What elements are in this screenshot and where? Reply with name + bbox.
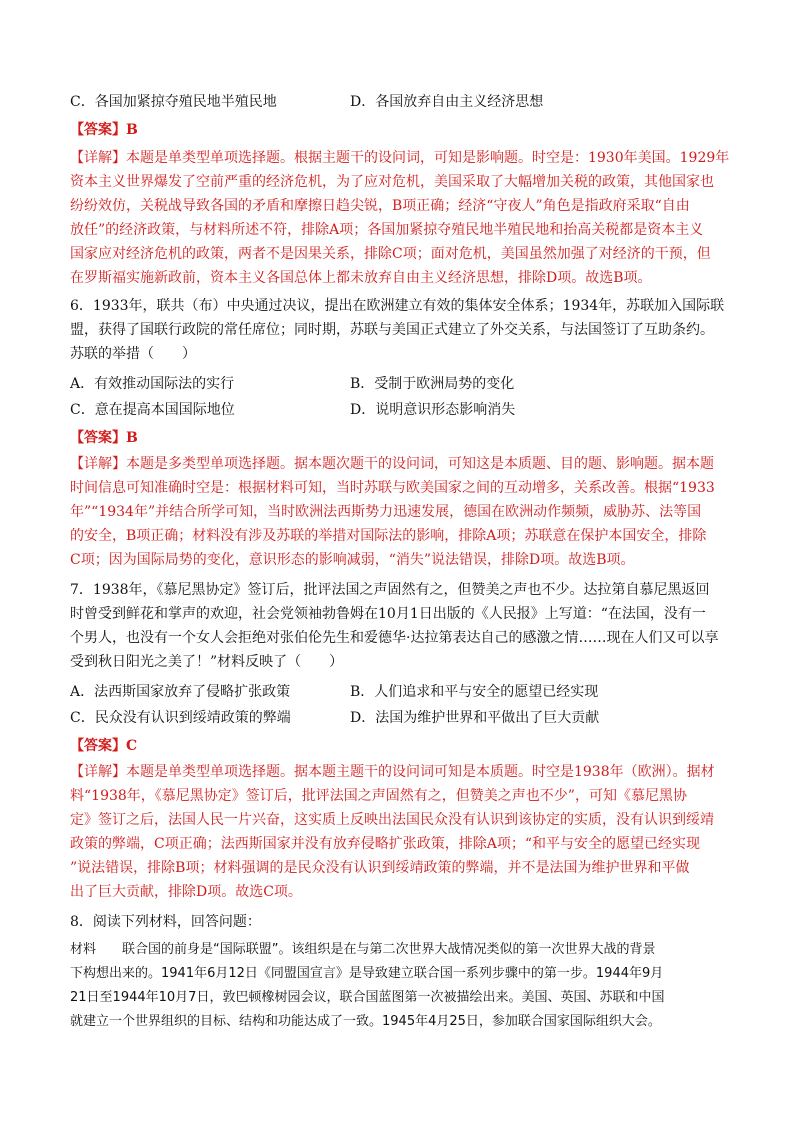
q5-detail-line: 纷纷效仿，关税战导致各国的矛盾和摩擦日趋尖锐，B项正确；经济“守夜人”角色是指政府采取“自由 xyxy=(70,198,690,214)
q5-detail-line: 放任”的经济政策，与材料所述不符，排除A项；各国加紧掠夺殖民地半殖民地和抬高关税都是资本主义 xyxy=(70,222,704,238)
q7-stem-line: 时曾受到鲜花和掌声的欢迎，社会党领袖勃鲁姆在10月1日出版的《人民报》上写道：“在法国，没有一 xyxy=(70,606,706,622)
q7-options-row xyxy=(70,708,730,728)
q7-detail-line: 定》签订之后，法国人民一片兴奋，这实质上反映出法国民众没有认识到该协定的实质，没有认识到绥靖 xyxy=(70,812,714,828)
q7-option-b: B．人们追求和平与安全的愿望已经实现 xyxy=(350,684,599,700)
q7-option-d: D．法国为维护世界和平做出了巨大贡献 xyxy=(350,710,600,726)
q7-detail-line: 政策的弊端，C项正确；法西斯国家并没有放弃侵略扩张政策，排除A项；“和平与安全的愿望已经实现 xyxy=(70,836,700,852)
q8-material-line: 就建立一个世界组织的目标、结构和功能达成了一致。1945年4月25日，参加联合国家国际组织大会。 xyxy=(70,1014,661,1029)
q7-detail-line: 出了巨大贡献，排除D项。故选C项。 xyxy=(70,884,302,900)
q8-material-line: 21日至1944年10月7日，敦巴顿橡树园会议，联合国蓝图第一次被描绘出来。美国、英国、苏联和中国 xyxy=(70,990,665,1005)
q8-material-line: 材料 联合国的前身是“国际联盟”。该组织是在与第二次世界大战情况类似的第一次世界大战的背景 xyxy=(70,942,656,957)
q5-answer: 【答案】B xyxy=(70,122,138,138)
q7-options-row xyxy=(70,682,730,702)
q6-detail-line: 年”“1934年”并结合所学可知，当时欧洲法西斯势力迅速发展，德国在欧洲动作频频，威胁苏、法等国 xyxy=(70,504,702,520)
q7-stem-line: 个男人，也没有一个女人会拒绝对张伯伦先生和爱德华·达拉第表达自己的感激之情……现在人们又可以享 xyxy=(70,630,719,646)
q6-option-d: D．说明意识形态影响消失 xyxy=(350,402,516,418)
q5-detail-line: 国家应对经济危机的政策，两者不是因果关系，排除C项；面对危机，美国虽然加强了对经济的干预，但 xyxy=(70,246,711,262)
q5-option-c: C．各国加紧掠夺殖民地半殖民地 xyxy=(70,94,277,110)
q7-detail-line: ”说法错误，排除B项；材料强调的是民众没有认识到绥靖政策的弊端，并不是法国为维护世界和平做 xyxy=(70,860,690,876)
q6-option-c: C．意在提高本国国际地位 xyxy=(70,402,235,418)
q5-detail-line: 在罗斯福实施新政前，资本主义各国总体上都未放弃自由主义经济思想，排除D项。故选B项。 xyxy=(70,270,652,286)
q6-detail-line: 时间信息可知准确时空是：根据材料可知，当时苏联与欧美国家之间的互动增多，关系改善。根据“1933 xyxy=(70,480,715,496)
q7-option-a: A．法西斯国家放弃了侵略扩张政策 xyxy=(70,684,291,700)
q6-answer: 【答案】B xyxy=(70,430,138,446)
q6-option-a: A．有效推动国际法的实行 xyxy=(70,376,235,392)
q6-options-row xyxy=(70,400,730,420)
q6-stem-line: 苏联的举措（ ） xyxy=(70,346,196,362)
q6-option-b: B．受制于欧洲局势的变化 xyxy=(350,376,515,392)
q7-option-c: C．民众没有认识到绥靖政策的弊端 xyxy=(70,710,291,726)
q5-options-row xyxy=(70,92,730,112)
q8-stem: 8．阅读下列材料，回答问题： xyxy=(70,914,261,930)
q8-material-line: 下构想出来的。1941年6月12日《同盟国宣言》是导致建立联合国一系列步骤中的第一步。1944年9月 xyxy=(70,966,664,981)
q7-detail-line: 料“1938年，《慕尼黑协定》签订后，批评法国之声固然有之，但赞美之声也不少”，可知《慕尼黑协 xyxy=(70,788,687,804)
q7-stem-line: 7．1938年，《慕尼黑协定》签订后，批评法国之声固然有之，但赞美之声也不少。达拉第自慕尼黑返回 xyxy=(70,582,710,598)
q7-answer: 【答案】C xyxy=(70,738,138,754)
q5-option-d: D．各国放弃自由主义经济思想 xyxy=(350,94,544,110)
q5-detail-line: 资本主义世界爆发了空前严重的经济危机，为了应对危机，美国采取了大幅增加关税的政策，其他国家也 xyxy=(70,174,714,190)
q6-options-row xyxy=(70,374,730,394)
q7-stem-line: 受到秋日阳光之美了！”材料反映了（ ） xyxy=(70,654,344,670)
q5-detail-line: 【详解】本题是单类型单项选择题。根据主题干的设问词，可知是影响题。时空是：1930年美国。1929年 xyxy=(70,150,730,166)
q6-stem-line: 6．1933年，联共（布）中央通过决议，提出在欧洲建立有效的集体安全体系；1934年，苏联加入国际联 xyxy=(70,298,725,314)
q6-detail-line: C项；因为国际局势的变化，意识形态的影响减弱，“消失”说法错误，排除D项。故选B项。 xyxy=(70,552,635,568)
q7-detail-line: 【详解】本题是单类型单项选择题。据本题主题干的设问词可知是本质题。时空是1938年（欧洲）。据材 xyxy=(70,764,715,780)
q6-detail-line: 【详解】本题是多类型单项选择题。据本题次题干的设问词，可知这是本质题、目的题、影响题。据本题 xyxy=(70,456,714,472)
q6-detail-line: 的安全，B项正确；材料没有涉及苏联的举措对国际法的影响，排除A项；苏联意在保护本国安全，排除 xyxy=(70,528,707,544)
q6-stem-line: 盟，获得了国联行政院的常任席位；同时期，苏联与美国正式建立了外交关系，与法国签订了互助条约。 xyxy=(70,322,714,338)
